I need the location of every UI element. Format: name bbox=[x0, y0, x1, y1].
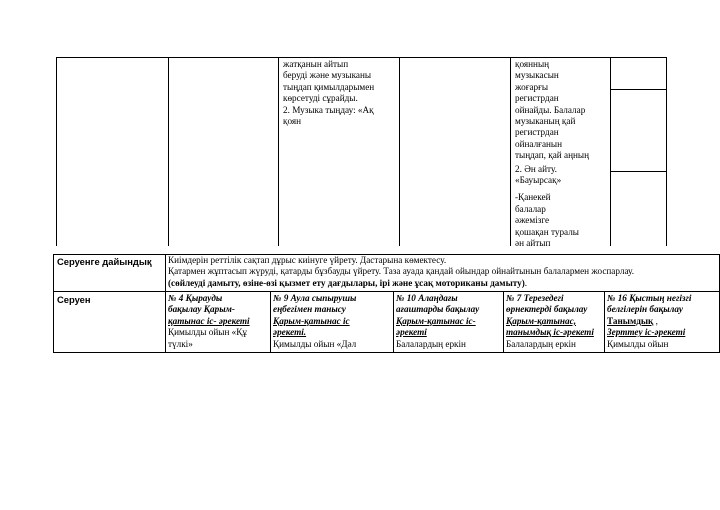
text-line: «Бауырсақ» bbox=[515, 175, 562, 186]
walk-activity-label: Танымдық bbox=[607, 315, 654, 326]
prep-period: . bbox=[524, 277, 528, 288]
text-line: регистрдан bbox=[515, 127, 559, 138]
walk-game: Қимылды ойын bbox=[607, 338, 669, 349]
table-border bbox=[53, 291, 720, 292]
text-line: қоян bbox=[283, 116, 302, 127]
grid-line bbox=[610, 171, 667, 172]
walk-game: түлкі» bbox=[168, 338, 193, 349]
walk-activity: Қарым-қатынас, bbox=[506, 315, 576, 326]
grid-line bbox=[610, 57, 611, 246]
grid-line bbox=[610, 89, 667, 90]
walk-cell-3 bbox=[396, 293, 502, 350]
walk-activity-comma: , bbox=[653, 315, 658, 326]
text-line: беруді және музыканы bbox=[283, 70, 372, 81]
walk-game: Қимылды ойын «Құ bbox=[168, 327, 247, 338]
grid-line bbox=[503, 291, 504, 352]
grid-line bbox=[666, 57, 667, 246]
walk-game: Қимылды ойын «Дәл bbox=[273, 338, 357, 349]
text-line: тыңдап қимылдарымен bbox=[283, 81, 375, 92]
text-line: қоянның bbox=[515, 59, 550, 69]
walk-activity: Қарым-қатынас іс- bbox=[396, 315, 476, 326]
text-line: ән айтып bbox=[515, 238, 551, 247]
walk-activity: Қарым-қатынас іс bbox=[273, 315, 350, 326]
walk-activity: әрекеті. bbox=[273, 327, 307, 338]
row-label-walk: Серуен bbox=[57, 294, 91, 305]
walk-title: бақылау Қарым- bbox=[168, 304, 235, 315]
walk-title: № 9 Аула сыпырушы bbox=[273, 293, 357, 303]
walk-title: № 7 Терезедегі bbox=[506, 293, 564, 303]
grid-line bbox=[510, 57, 511, 246]
walk-title: белгілерін бақылау bbox=[607, 304, 683, 315]
prep-skills: (сөйлеуді дамыту, өзіне-өзі қызмет ету дағдылары, ірі және ұсақ моториканы дамыту) bbox=[168, 277, 525, 288]
walk-activity: қатынас іс- әрекеті bbox=[168, 315, 250, 326]
text-line: 2. Музыка тыңдау: «Ақ bbox=[283, 104, 374, 115]
grid-line bbox=[53, 254, 54, 352]
activity-text-col3 bbox=[283, 59, 397, 127]
walk-game: Балалардың еркін bbox=[506, 338, 576, 349]
text-line: жоғарғы bbox=[515, 81, 549, 92]
walk-activity: Зерттеу іс-әрекеті bbox=[607, 327, 686, 338]
walk-activity: әрекеті bbox=[396, 327, 427, 338]
table-border bbox=[53, 352, 720, 353]
grid-line bbox=[393, 291, 394, 352]
text-line: жатқанын айтып bbox=[283, 59, 349, 69]
text-line: ойналғанын bbox=[515, 138, 563, 149]
grid-line bbox=[604, 291, 605, 352]
walk-cell-2 bbox=[273, 293, 392, 350]
text-line: әжемізге bbox=[515, 215, 550, 226]
prep-text bbox=[168, 255, 718, 289]
text-line: ойнайды. Балалар bbox=[515, 104, 586, 115]
walk-activity bbox=[607, 316, 718, 327]
grid-line bbox=[168, 57, 169, 246]
grid-line bbox=[399, 57, 400, 246]
walk-activity: танымдық іс-әрекеті bbox=[506, 327, 594, 338]
text-line: регистрдан bbox=[515, 93, 559, 104]
row-label-prep: Серуенге дайындық bbox=[57, 256, 152, 267]
walk-title: № 10 Алаңдағы bbox=[396, 293, 458, 303]
text-line: музыкасын bbox=[515, 70, 559, 81]
walk-title: № 16 Қыстың негізгі bbox=[607, 293, 692, 303]
grid-line bbox=[278, 57, 279, 246]
prep-line-2: Қатармен жұптасып жүруді, қатарды бұзбауды үйрету. Таза ауада қандай ойындар ойнайтынын балалармен жоспарлау. bbox=[168, 266, 635, 277]
activity-text-col5 bbox=[515, 59, 609, 246]
text-line: 2. Ән айту. bbox=[515, 163, 557, 174]
text-line: музыканың қай bbox=[515, 116, 576, 127]
text-line: -Қанекей bbox=[515, 192, 551, 203]
prep-line-1: Киімдерін реттілік сақтап дұрыс киінуге үйрету. Дастарына көмектесу. bbox=[168, 255, 447, 265]
walk-title: ағаштарды бақылау bbox=[396, 304, 480, 315]
table-top-border bbox=[56, 57, 667, 58]
walk-game: Балалардың еркін bbox=[396, 338, 466, 349]
text-line: балалар bbox=[515, 203, 546, 214]
walk-title: № 4 Қырауды bbox=[168, 293, 223, 303]
walk-title: еңбегімен танысу bbox=[273, 304, 346, 315]
walk-cell-1 bbox=[168, 293, 269, 350]
grid-line bbox=[270, 291, 271, 352]
walk-title: өрнектерді бақылау bbox=[506, 304, 588, 315]
text-line: қошақан туралы bbox=[515, 226, 579, 237]
grid-line bbox=[56, 57, 57, 246]
grid-line bbox=[165, 254, 166, 352]
walk-cell-4 bbox=[506, 293, 603, 350]
prep-line-3 bbox=[168, 278, 718, 289]
text-line: тыңдап, қай аңның bbox=[515, 150, 590, 161]
text-line: көрсетуді сұрайды. bbox=[283, 93, 358, 104]
walk-cell-5 bbox=[607, 293, 718, 350]
